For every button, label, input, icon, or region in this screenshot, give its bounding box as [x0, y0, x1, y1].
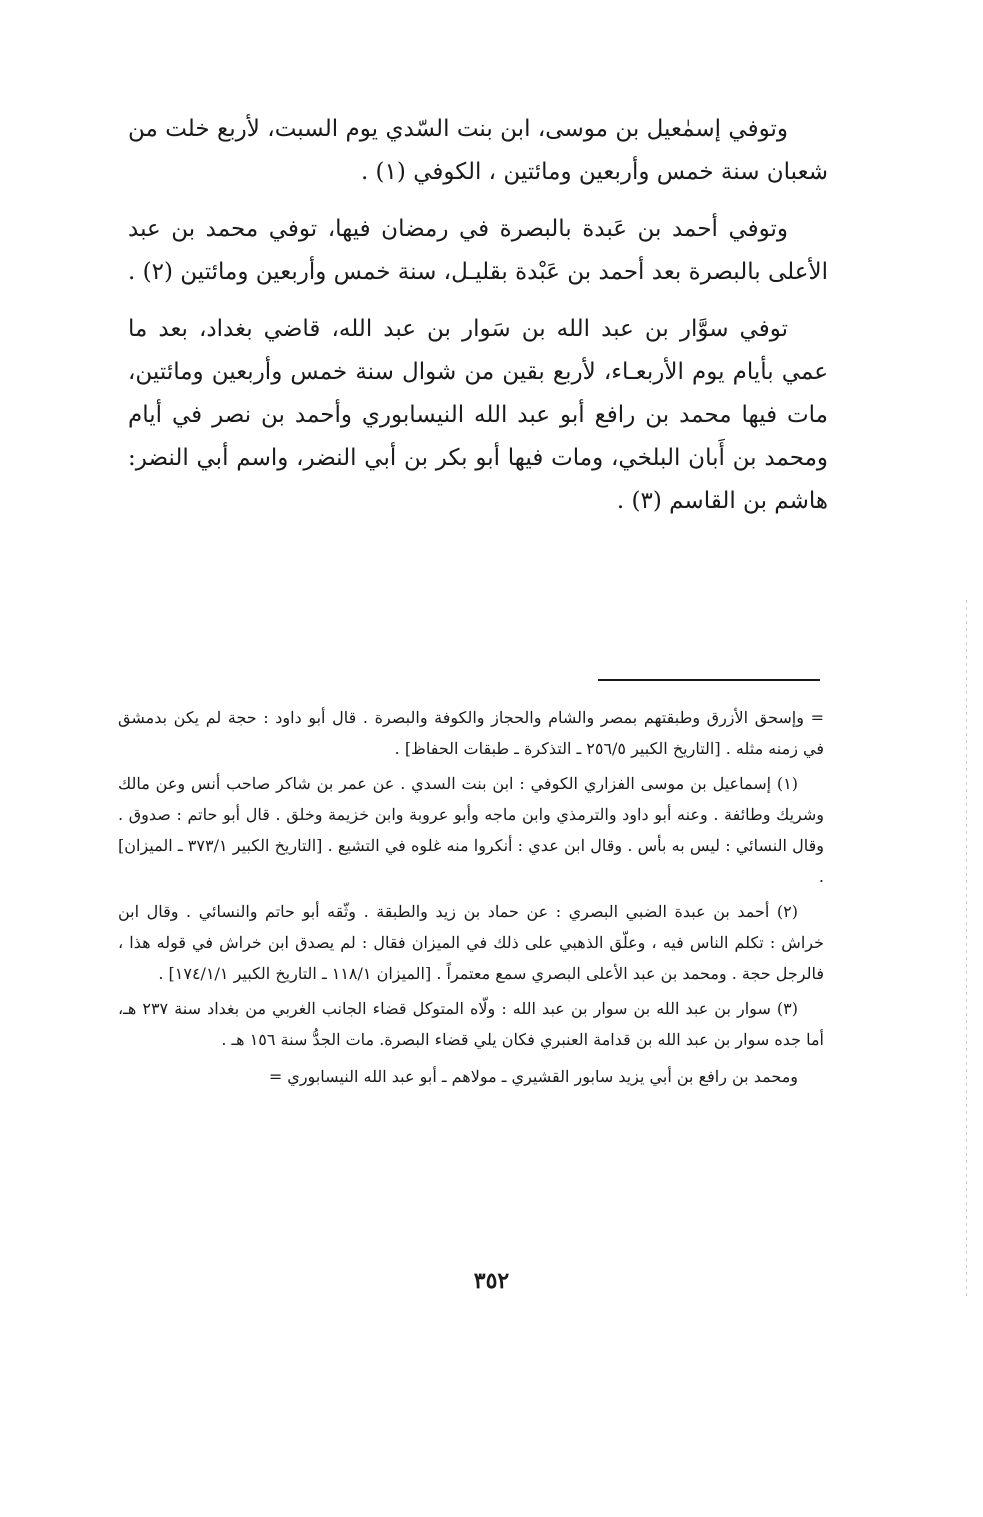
scan-artifact-line — [966, 600, 967, 1300]
footnote-2: (٢) أحمد بن عبدة الضبي البصري : عن حماد بن زيد والطبقة . وثّقه أبو حاتم والنسائي . وقال ابن خراش : تكلم الناس فيه ، وعلّق الذهبي على ذلك في الميزان فقال : لم يصدق ابن خراش في قوله هذا ، فالرجل حجة . ومحمد بن عبد الأعلى البصري سمع معتمراً . [الميزان ١١٨/١ ـ التاريخ الكبير ١٧٤/١/١] . — [118, 902, 824, 983]
paragraph-3: توفي سوَّار بن عبد الله بن سَوار بن عبد الله، قاضي بغداد، بعد ما عمي بأيام يوم الأربعـاء، لأربع بقين من شوال سنة خمس وأربعين ومائتين، مات فيها محمد بن رافع أبو عبد الله النيسابوري وأحمد بن نصر في أيام ومحمد بن أَبان البلخي، ومات فيها أبو بكر بن أبي النضر، واسم أبي النضر: هاشم بن القاسم (٣) . — [128, 316, 828, 514]
footnote-carryover: = وإسحق الأزرق وطبقتهم بمصر والشام والحجاز والكوفة والبصرة . قال أبو داود : حجة لم يكن بدمشق في زمنه مثله . [التاريخ الكبير ٢٥٦/٥ ـ التذكرة ـ طبقات الحفاظ] . — [118, 708, 824, 758]
footnotes — [118, 702, 824, 1096]
paragraph-2: وتوفي أحمد بن عَبدة بالبصرة في رمضان فيها، توفي محمد بن عبد الأعلى بالبصرة بعد أحمد بن عَبْدة بقليـل، سنة خمس وأربعين ومائتين (٢) . — [128, 216, 828, 285]
footnote-separator — [598, 679, 820, 681]
main-text — [128, 108, 828, 537]
page-number: ٣٥٢ — [473, 1268, 510, 1294]
footnote-continuation: ومحمد بن رافع بن أبي يزيد سابور القشيري ـ مولاهم ـ أبو عبد الله النيسابوري = — [268, 1067, 798, 1086]
footnote-1: (١) إسماعيل بن موسى الفزاري الكوفي : ابن بنت السدي . عن عمر بن شاكر صاحب أنس وعن مالك وشريك وطائفة . وعنه أبو داود والترمذي وابن ماجه وأبو عروبة وابن خزيمة وخلق . قال أبو حاتم : صدوق . وقال النسائي : ليس به بأس . وقال ابن عدي : أنكروا منه غلوه في التشيع . [التاريخ الكبير ٣٧٣/١ ـ الميزان] . — [118, 774, 824, 886]
footnote-3: (٣) سوار بن عبد الله بن سوار بن عبد الله : ولّاه المتوكل قضاء الجانب الغربي من بغداد سنة ٢٣٧ هـ، أما جده سوار بن عبد الله بن قدامة العنبري فكان يلي قضاء البصرة. مات الجدُّ سنة ١٥٦ هـ . — [118, 999, 824, 1049]
paragraph-1: وتوفي إسمٰعيل بن موسى، ابن بنت السّدي يوم السبت، لأربع خلت من شعبان سنة خمس وأربعين ومائتين ، الكوفي (١) . — [128, 116, 828, 185]
